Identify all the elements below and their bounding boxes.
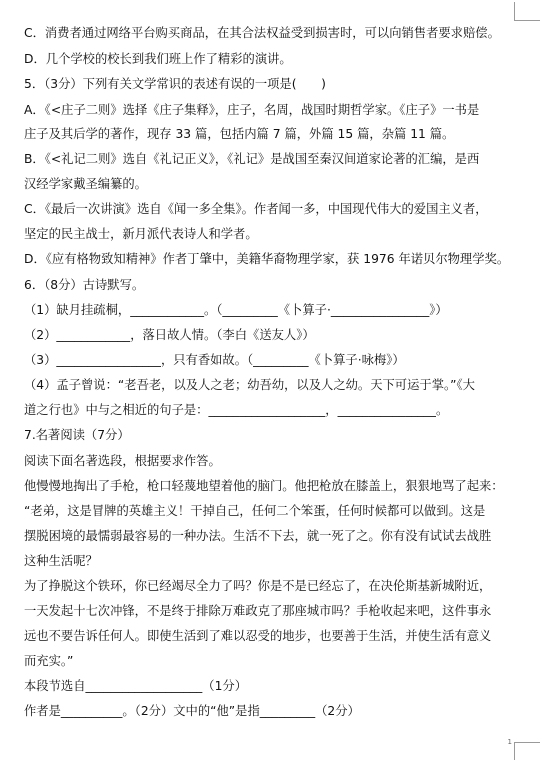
text-line: 他慢慢地掏出了手枪，枪口轻蔑地望着他的脑门。他把枪放在膝盖上，狠狠地骂了起来： (24, 479, 504, 493)
page-number: 1 (507, 738, 512, 746)
text-line: C．消费者通过网络平台购买商品，在其合法权益受到损害时，可以向销售者要求赔偿。 (24, 26, 500, 40)
question-7-stem: 7.名著阅读（7分） (24, 428, 130, 442)
crop-mark-top (514, 2, 515, 20)
question-5-stem: 5．（3分）下列有关文学常识的表述有误的一项是( ) (24, 77, 326, 91)
text-line: 作者是__________。（2分）文中的“他”是指_________（2分） (24, 704, 360, 718)
text-line: 本段节选自___________________（1分） (24, 679, 248, 693)
text-line: （4）孟子曾说：“老吾老，以及人之老；幼吾幼，以及人之幼。天下可运于掌。”《大 (24, 378, 475, 392)
text-line: 摆脱困境的最懦弱最容易的一种办法。生活不下去，就一死了之。你有没有试试去战胜 (24, 529, 492, 543)
text-line: 道之行也》中与之相近的句子是：___________________，________________。 (24, 403, 449, 417)
text-line: 远也不要告诉任何人。即使生活到了难以忍受的地步，也要善于生活，并使生活有意义 (24, 629, 492, 643)
text-line: （1）缺月挂疏桐，____________。（_________《卜算子·________________》） (24, 303, 448, 317)
question-6-stem: 6．（8分）古诗默写。 (24, 278, 145, 292)
crop-mark-top (514, 20, 540, 21)
text-line: “老弟，这是冒牌的英雄主义！干掉自己，任何二个笨蛋，任何时候都可以做到。这是 (24, 504, 486, 518)
text-line: 庄子及其后学的著作，现存 33 篇，包括内篇 7 篇，外篇 15 篇，杂篇 11 篇。 (24, 127, 455, 141)
text-line: 一天发起十七次冲锋，不是终于排除万难政克了那座城市吗？手枪收起来吧，这件事永 (24, 604, 492, 618)
crop-mark-bottom (514, 742, 540, 743)
text-line: D．几个学校的校长到我们班上作了精彩的演讲。 (24, 52, 292, 66)
text-line: A．《<庄子二则》选择《庄子集释》，庄子，名周，战国时期哲学家。《庄子》一书是 (24, 103, 480, 117)
text-line: 汉经学家戴圣编纂的。 (24, 177, 147, 191)
text-line: 为了挣脱这个铁环，你已经竭尽全力了吗？你是不是已经忘了，在决伦斯基新城附近， (24, 579, 492, 593)
text-line: B．《<礼记二则》选自《礼记正义》，《礼记》是战国至秦汉间道家论著的汇编，是西 (24, 152, 480, 166)
text-line: 而充实。” (24, 654, 74, 668)
text-line: D．《应有格物致知精神》作者丁肇中，美籍华裔物理学家，获 1976 年诺贝尔物理学奖。 (24, 252, 510, 266)
text-line: 阅读下面名著选段，根据要求作答。 (24, 454, 221, 468)
text-line: 这种生活呢？ (24, 554, 98, 568)
crop-mark-bottom (514, 742, 515, 760)
text-line: （2）____________，落日故人情。（李白《送友人》） (24, 328, 315, 342)
text-line: （3）_________________，只有香如故。（_________《卜算子·咏梅》） (24, 353, 405, 367)
text-line: 坚定的民主战士，新月派代表诗人和学者。 (24, 227, 258, 241)
text-line: C．《最后一次讲演》选自《闻一多全集》。作者闻一多，中国现代伟大的爱国主义者， (24, 202, 488, 216)
